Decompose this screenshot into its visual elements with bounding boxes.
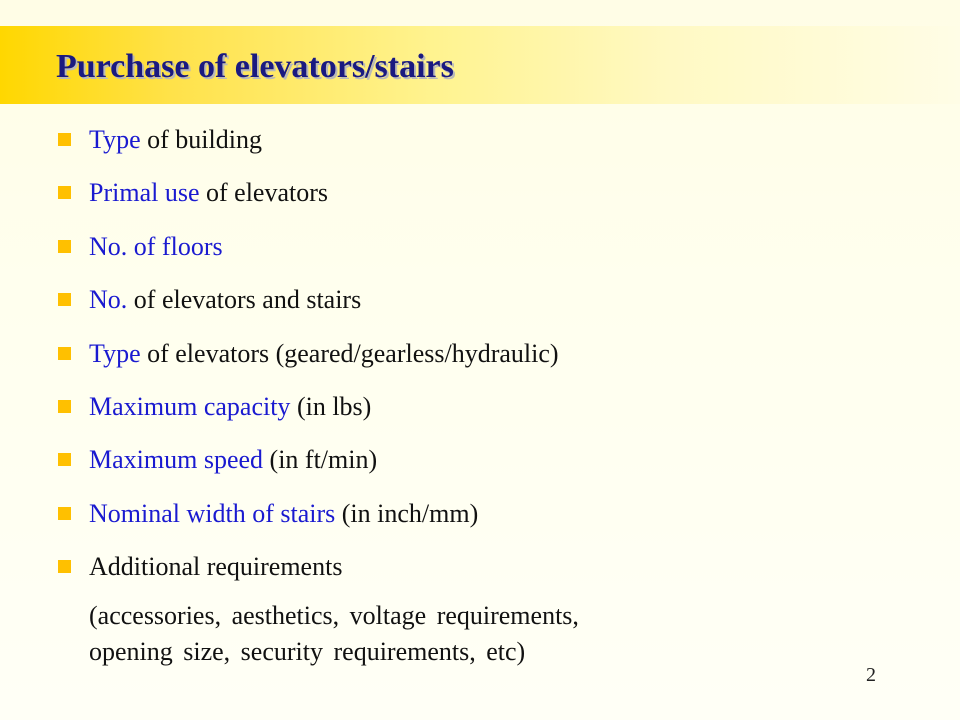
square-bullet-icon <box>58 133 71 146</box>
bullet-item-elevator-type <box>56 330 916 383</box>
additional-details <box>89 598 829 670</box>
bullet-item-stair-width <box>56 490 916 543</box>
bullet-item-elevators-stairs-count <box>56 276 916 329</box>
bullet-text <box>89 549 342 585</box>
bullet-text <box>89 122 262 158</box>
bullet-text <box>89 389 371 425</box>
bullet-text <box>89 496 478 532</box>
additional-details-line: opening size, security requirements, etc) <box>89 637 526 666</box>
bullet-rest: of building <box>140 125 262 154</box>
additional-details-line: (accessories, aesthetics, voltage requirements, <box>89 601 579 630</box>
bullet-list <box>56 116 916 597</box>
bullet-rest: (in inch/mm) <box>335 498 479 528</box>
square-bullet-icon <box>58 293 71 306</box>
slide-title: Purchase of elevators/stairs <box>56 48 454 85</box>
square-bullet-icon <box>58 347 71 360</box>
bullet-keyword: No. <box>89 285 128 315</box>
bullet-rest: of elevators and stairs <box>127 285 362 315</box>
square-bullet-icon <box>58 400 71 413</box>
square-bullet-icon <box>58 453 71 466</box>
bullet-item-building-type <box>56 116 916 169</box>
bullet-item-floors <box>56 223 916 276</box>
bullet-keyword: Maximum speed <box>89 445 264 475</box>
bullet-text <box>89 442 377 478</box>
square-bullet-icon <box>58 560 71 573</box>
bullet-item-additional <box>56 543 916 596</box>
page-number: 2 <box>866 664 876 686</box>
bullet-keyword: Nominal width of stairs <box>89 498 336 528</box>
bullet-keyword: No. of floors <box>89 231 223 261</box>
bullet-keyword: Type <box>89 125 141 154</box>
bullet-text <box>89 336 559 372</box>
bullet-rest: of elevators <box>199 178 329 208</box>
bullet-rest: (in lbs) <box>290 391 372 421</box>
square-bullet-icon <box>58 186 71 199</box>
square-bullet-icon <box>58 240 71 253</box>
square-bullet-icon <box>58 507 71 520</box>
bullet-rest: Additional requirements <box>89 552 343 582</box>
bullet-keyword: Primal use <box>89 178 200 208</box>
bullet-item-max-speed <box>56 436 916 489</box>
bullet-text <box>89 229 223 265</box>
bullet-item-max-capacity <box>56 383 916 436</box>
bullet-keyword: Type <box>89 338 141 368</box>
bullet-rest: (in ft/min) <box>263 445 378 475</box>
bullet-keyword: Maximum capacity <box>89 391 291 421</box>
bullet-text <box>89 282 361 318</box>
bullet-text <box>89 175 328 211</box>
bullet-rest: of elevators (geared/gearless/hydraulic) <box>140 338 559 368</box>
bullet-item-primal-use <box>56 169 916 222</box>
